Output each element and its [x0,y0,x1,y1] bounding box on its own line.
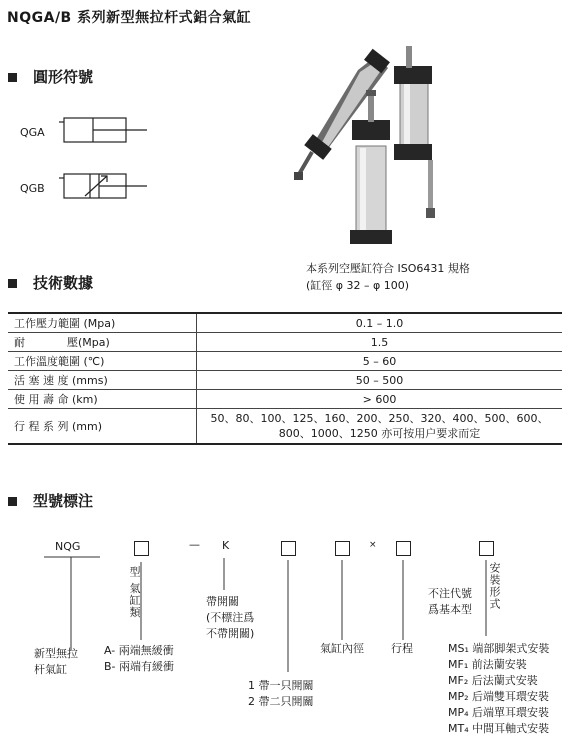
list-item: MP₂ 后端雙耳環安裝 [448,690,550,703]
page-title: NQGA/B 系列新型無拉杆式鋁合氣缸 [7,10,252,26]
spec-value: 5 – 60 [197,352,563,371]
spec-label: 行 程 系 列 (mm) [8,409,197,445]
mount-label: 安裝形式 [488,562,501,610]
spec-value: > 600 [197,390,563,409]
mount-note: 不注代號 爲基本型 [428,587,472,616]
model-dash: — [189,538,200,551]
spec-value: 50、80、100、125、160、200、250、320、400、500、600、 800、1000、1250 亦可按用户要求而定 [197,409,563,445]
mount-code-box [479,541,494,556]
model-prefix: NQG [55,540,81,553]
spec-label: 使 用 壽 命 (km) [8,390,197,409]
list-item: MP₄ 后端單耳環安裝 [448,706,550,719]
symbols-heading: 圓形符號 [8,66,93,87]
type-label: 型 氣缸類 [128,566,141,619]
spec-value: 50 – 500 [197,371,563,390]
photo-caption: 本系列空壓缸符合 ISO6431 規格 (缸徑 φ 32 – φ 100) [306,262,470,292]
list-item: MF₁ 前法蘭安裝 [448,658,527,671]
spec-value: 1.5 [197,333,563,352]
bore-label: 氣缸內徑 [320,642,364,655]
list-item: MT₄ 中間耳軸式安裝 [448,722,550,735]
spec-label: 活 塞 速 度 (mms) [8,371,197,390]
specs-heading: 技術數據 [8,272,93,293]
spec-label: 耐 壓(Mpa) [8,333,197,352]
list-item: MF₂ 后法蘭式安裝 [448,674,538,687]
qga-label: QGA [20,126,45,139]
switch-label: 帶開關 (不標注爲 不帶開關) [206,595,255,640]
switch-options: 1 帶一只開關 2 帶二只開關 [248,679,314,708]
type-code-box [134,541,149,556]
list-item: MS₁ 端部脚架式安裝 [448,642,550,655]
new-cylinder-desc: 新型無拉 杆氣缸 [34,647,78,676]
spec-label: 工作溫度範圍 (℃) [8,352,197,371]
stroke-code-box [396,541,411,556]
stroke-label: 行程 [391,642,413,655]
mount-options [448,641,549,737]
cushion-types: A- 兩端無緩衝 B- 兩端有緩衝 [104,644,175,673]
switch-code-k: K [222,539,230,552]
bore-code-box [335,541,350,556]
switch-code-box [281,541,296,556]
spec-label: 工作壓力範圍 (Mpa) [8,313,197,333]
qgb-label: QGB [20,182,45,195]
spec-value: 0.1 – 1.0 [197,313,563,333]
model-heading: 型號標注 [8,490,93,511]
times-sign: × [369,540,377,550]
